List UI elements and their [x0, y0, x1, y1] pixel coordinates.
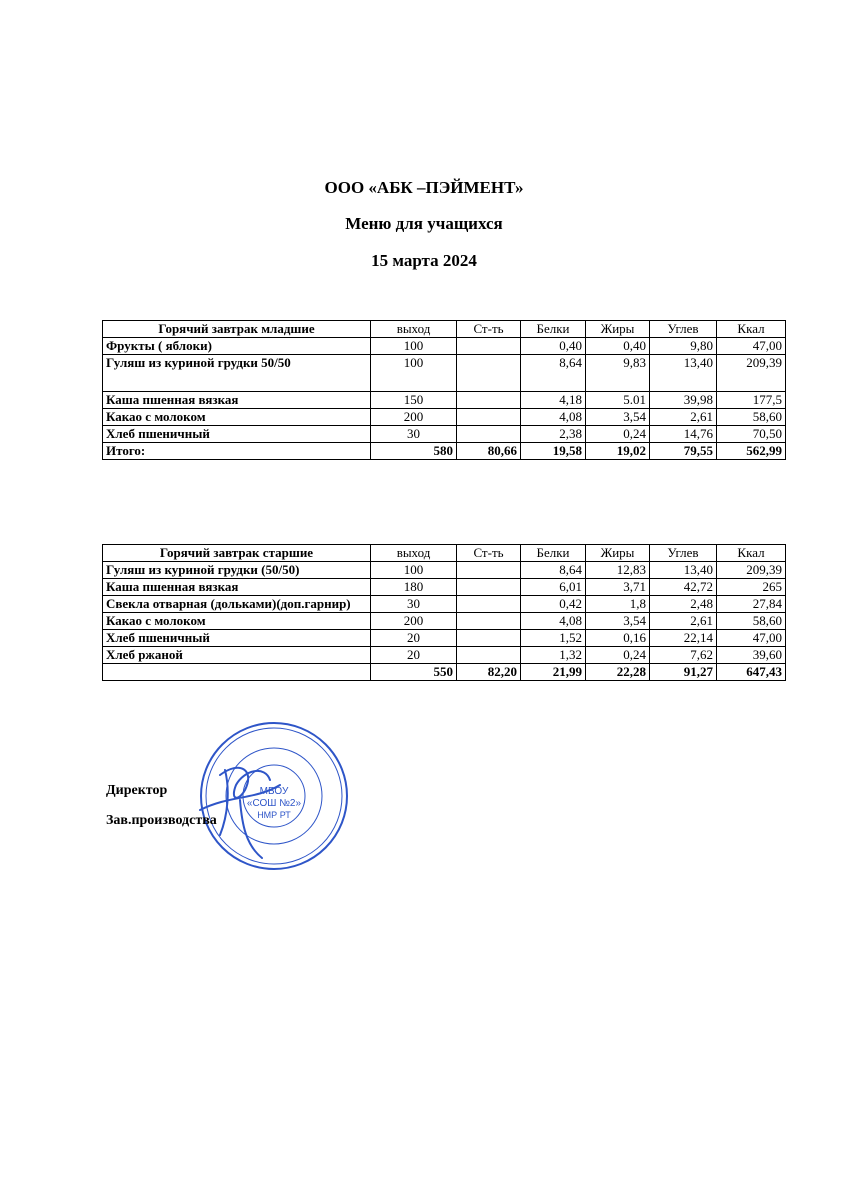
column-header: выход — [371, 321, 457, 338]
table-row — [103, 630, 786, 647]
value-prot: 4,08 — [521, 613, 586, 630]
value-out: 150 — [371, 392, 457, 409]
value-fat: 3,71 — [586, 579, 650, 596]
value-prot: 2,38 — [521, 426, 586, 443]
director-label: Директор — [106, 783, 168, 798]
value-carb: 9,80 — [650, 338, 717, 355]
value-kcal: 39,60 — [717, 647, 786, 664]
table-row — [103, 647, 786, 664]
value-carb: 13,40 — [650, 355, 717, 392]
value-out: 580 — [371, 443, 457, 460]
value-carb: 79,55 — [650, 443, 717, 460]
value-prot: 4,08 — [521, 409, 586, 426]
value-prot: 8,64 — [521, 562, 586, 579]
value-cost — [457, 392, 521, 409]
value-out: 180 — [371, 579, 457, 596]
value-cost — [457, 338, 521, 355]
column-header: Углев — [650, 321, 717, 338]
value-fat: 0,24 — [586, 647, 650, 664]
value-carb: 2,61 — [650, 409, 717, 426]
dish-name: Итого: — [103, 443, 371, 460]
value-carb: 91,27 — [650, 664, 717, 681]
value-out: 100 — [371, 562, 457, 579]
value-out: 20 — [371, 630, 457, 647]
value-out: 30 — [371, 426, 457, 443]
table-title: Горячий завтрак младшие — [103, 321, 371, 338]
value-prot: 1,32 — [521, 647, 586, 664]
value-carb: 2,48 — [650, 596, 717, 613]
value-kcal: 209,39 — [717, 562, 786, 579]
value-carb: 22,14 — [650, 630, 717, 647]
handwritten-signature — [170, 740, 310, 860]
total-row — [103, 443, 786, 460]
dish-name: Хлеб пшеничный — [103, 630, 371, 647]
value-prot: 0,42 — [521, 596, 586, 613]
value-cost — [457, 613, 521, 630]
value-fat: 5.01 — [586, 392, 650, 409]
column-header: Жиры — [586, 321, 650, 338]
dish-name: Хлеб пшеничный — [103, 426, 371, 443]
value-carb: 42,72 — [650, 579, 717, 596]
value-carb: 39,98 — [650, 392, 717, 409]
value-cost — [457, 562, 521, 579]
value-cost — [457, 647, 521, 664]
dish-name: Гуляш из куриной грудки 50/50 — [103, 355, 371, 392]
value-prot: 8,64 — [521, 355, 586, 392]
production-manager-label: Зав.производства — [106, 813, 217, 828]
table-header-row — [103, 545, 786, 562]
value-kcal: 27,84 — [717, 596, 786, 613]
column-header: Ккал — [717, 545, 786, 562]
value-cost: 82,20 — [457, 664, 521, 681]
value-cost — [457, 426, 521, 443]
value-carb: 7,62 — [650, 647, 717, 664]
value-kcal: 70,50 — [717, 426, 786, 443]
value-prot: 21,99 — [521, 664, 586, 681]
dish-name: Гуляш из куриной грудки (50/50) — [103, 562, 371, 579]
document-title: Меню для учащихся — [345, 214, 503, 233]
table-row — [103, 392, 786, 409]
value-out: 550 — [371, 664, 457, 681]
value-cost — [457, 579, 521, 596]
value-fat: 0,40 — [586, 338, 650, 355]
menu-date: 15 марта 2024 — [371, 251, 477, 270]
value-cost: 80,66 — [457, 443, 521, 460]
dish-name: Какао с молоком — [103, 409, 371, 426]
value-out: 200 — [371, 409, 457, 426]
value-kcal: 562,99 — [717, 443, 786, 460]
value-fat: 3,54 — [586, 613, 650, 630]
value-fat: 0,16 — [586, 630, 650, 647]
value-out: 100 — [371, 355, 457, 392]
value-out: 30 — [371, 596, 457, 613]
value-prot: 0,40 — [521, 338, 586, 355]
table-row — [103, 409, 786, 426]
value-out: 100 — [371, 338, 457, 355]
value-out: 20 — [371, 647, 457, 664]
column-header: Ст-ть — [457, 545, 521, 562]
column-header: Жиры — [586, 545, 650, 562]
value-kcal: 209,39 — [717, 355, 786, 392]
value-fat: 12,83 — [586, 562, 650, 579]
dish-name: Фрукты ( яблоки) — [103, 338, 371, 355]
value-kcal: 47,00 — [717, 338, 786, 355]
dish-name: Каша пшенная вязкая — [103, 579, 371, 596]
value-kcal: 265 — [717, 579, 786, 596]
svg-text:«СОШ №2»: «СОШ №2» — [246, 798, 302, 809]
dish-name — [103, 664, 371, 681]
value-fat: 9,83 — [586, 355, 650, 392]
dish-name: Каша пшенная вязкая — [103, 392, 371, 409]
value-prot: 19,58 — [521, 443, 586, 460]
svg-text:МБОУ: МБОУ — [259, 786, 289, 797]
dish-name: Какао с молоком — [103, 613, 371, 630]
column-header: Белки — [521, 321, 586, 338]
table-header-row — [103, 321, 786, 338]
value-cost — [457, 355, 521, 392]
value-kcal: 58,60 — [717, 409, 786, 426]
junior-breakfast-table — [102, 320, 786, 460]
table-row — [103, 355, 786, 392]
value-carb: 2,61 — [650, 613, 717, 630]
table-title: Горячий завтрак старшие — [103, 545, 371, 562]
value-cost — [457, 596, 521, 613]
column-header: Белки — [521, 545, 586, 562]
value-prot: 1,52 — [521, 630, 586, 647]
column-header: Ккал — [717, 321, 786, 338]
value-cost — [457, 630, 521, 647]
organization-name: ООО «АБК –ПЭЙМЕНТ» — [324, 178, 524, 197]
value-carb: 13,40 — [650, 562, 717, 579]
svg-text:НМР РТ: НМР РТ — [257, 810, 291, 820]
value-prot: 4,18 — [521, 392, 586, 409]
table-row — [103, 579, 786, 596]
value-kcal: 58,60 — [717, 613, 786, 630]
value-fat: 3,54 — [586, 409, 650, 426]
value-kcal: 647,43 — [717, 664, 786, 681]
value-fat: 1,8 — [586, 596, 650, 613]
value-carb: 14,76 — [650, 426, 717, 443]
total-row — [103, 664, 786, 681]
value-fat: 19,02 — [586, 443, 650, 460]
table-row — [103, 596, 786, 613]
senior-breakfast-table — [102, 544, 786, 681]
table-row — [103, 562, 786, 579]
value-fat: 0,24 — [586, 426, 650, 443]
value-prot: 6,01 — [521, 579, 586, 596]
dish-name: Свекла отварная (дольками)(доп.гарнир) — [103, 596, 371, 613]
table-row — [103, 338, 786, 355]
value-fat: 22,28 — [586, 664, 650, 681]
value-cost — [457, 409, 521, 426]
value-out: 200 — [371, 613, 457, 630]
column-header: Ст-ть — [457, 321, 521, 338]
column-header: выход — [371, 545, 457, 562]
table-row — [103, 613, 786, 630]
value-kcal: 177,5 — [717, 392, 786, 409]
dish-name: Хлеб ржаной — [103, 647, 371, 664]
column-header: Углев — [650, 545, 717, 562]
value-kcal: 47,00 — [717, 630, 786, 647]
table-row — [103, 426, 786, 443]
